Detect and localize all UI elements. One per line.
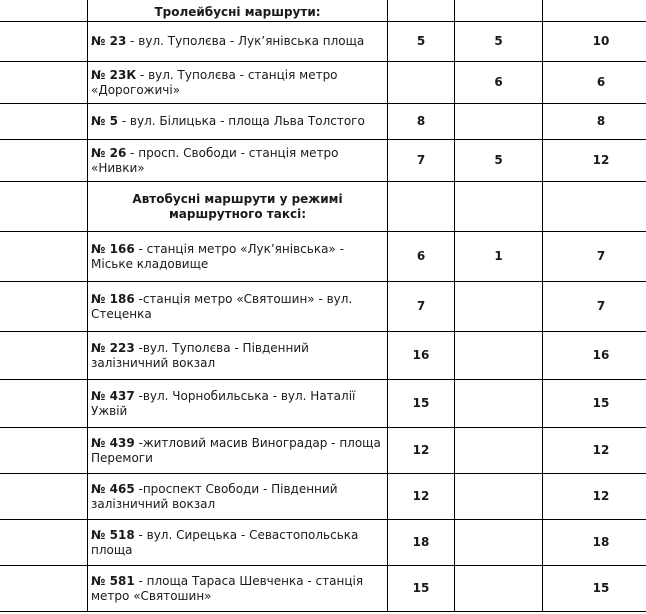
section-header-row	[0, 182, 646, 232]
route-description: - площа Тараса Шевченка - станція метро «Святошин»	[91, 573, 364, 603]
count-b	[455, 566, 543, 612]
route-cell	[88, 140, 388, 182]
count-a: 6	[388, 232, 455, 282]
count-a: 16	[388, 332, 455, 380]
blank-cell	[0, 0, 88, 22]
count-a: 7	[388, 282, 455, 332]
route-description: -вул. Туполєва - Південний залізничний вокзал	[91, 340, 309, 370]
count-total: 12	[543, 428, 646, 474]
table-row	[0, 22, 646, 62]
route-cell	[88, 282, 388, 332]
count-a: 5	[388, 22, 455, 62]
table-row	[0, 62, 646, 104]
route-cell	[88, 520, 388, 566]
blank-cell	[0, 182, 88, 232]
count-b	[455, 428, 543, 474]
route-description: - просп. Свободи - станція метро «Нивки»	[91, 145, 339, 175]
route-cell	[88, 332, 388, 380]
route-number: № 223	[91, 340, 135, 355]
table-row	[0, 140, 646, 182]
route-description: - вул. Сирецька - Севастопольська площа	[91, 527, 359, 557]
route-number: № 23К	[91, 67, 137, 82]
count-a: 15	[388, 566, 455, 612]
count-b	[455, 520, 543, 566]
blank-cell	[455, 182, 543, 232]
count-b	[455, 104, 543, 140]
route-number: № 581	[91, 573, 135, 588]
section-title: Автобусні маршрути у режимі маршрутного таксі:	[88, 182, 388, 232]
route-description: - вул. Туполєва - Лук’янівська площа	[126, 34, 365, 48]
route-number: № 26	[91, 145, 127, 160]
blank-cell	[0, 140, 88, 182]
table-row	[0, 104, 646, 140]
count-a	[388, 62, 455, 104]
blank-cell	[0, 332, 88, 380]
count-a: 7	[388, 140, 455, 182]
count-b	[455, 332, 543, 380]
route-number: № 186	[91, 291, 135, 306]
route-number: № 465	[91, 481, 135, 496]
route-description: - станція метро «Лук’янівська» - Міське кладовище	[91, 241, 344, 271]
blank-cell	[0, 474, 88, 520]
count-b	[455, 282, 543, 332]
table-row	[0, 566, 646, 612]
route-description: - вул. Білицька - площа Льва Толстого	[117, 114, 365, 128]
route-cell	[88, 474, 388, 520]
count-b: 6	[455, 62, 543, 104]
count-total: 7	[543, 282, 646, 332]
blank-cell	[0, 520, 88, 566]
table-row	[0, 520, 646, 566]
count-total: 10	[543, 22, 646, 62]
count-total: 18	[543, 520, 646, 566]
blank-cell	[0, 104, 88, 140]
route-description: - вул. Туполєва - станція метро «Дорогожичі»	[91, 67, 338, 97]
table-row	[0, 474, 646, 520]
route-cell	[88, 104, 388, 140]
count-total: 12	[543, 474, 646, 520]
route-cell	[88, 566, 388, 612]
table-row	[0, 428, 646, 474]
blank-cell	[0, 566, 88, 612]
count-b	[455, 474, 543, 520]
route-description: -житловий масив Виноградар - площа Перемоги	[91, 435, 381, 465]
table-row	[0, 282, 646, 332]
blank-cell	[455, 0, 543, 22]
count-total: 16	[543, 332, 646, 380]
blank-cell	[0, 232, 88, 282]
route-number: № 518	[91, 527, 135, 542]
blank-cell	[543, 182, 646, 232]
count-total: 8	[543, 104, 646, 140]
route-number: № 5	[91, 114, 118, 128]
blank-cell	[0, 62, 88, 104]
count-b: 1	[455, 232, 543, 282]
blank-cell	[0, 22, 88, 62]
route-number: № 437	[91, 388, 135, 403]
route-cell	[88, 428, 388, 474]
count-total: 12	[543, 140, 646, 182]
table-row	[0, 232, 646, 282]
blank-cell	[0, 428, 88, 474]
section-title: Тролейбусні маршрути:	[88, 0, 388, 22]
count-a: 18	[388, 520, 455, 566]
route-description: -станція метро «Святошин» - вул. Стеценка	[91, 291, 353, 321]
count-total: 7	[543, 232, 646, 282]
blank-cell	[543, 0, 646, 22]
count-total: 15	[543, 566, 646, 612]
count-b: 5	[455, 22, 543, 62]
blank-cell	[0, 282, 88, 332]
route-number: № 439	[91, 435, 135, 450]
route-description: -вул. Чорнобильська - вул. Наталії Ужвій	[91, 388, 356, 418]
route-number: № 23	[91, 34, 127, 48]
route-cell	[88, 380, 388, 428]
count-b: 5	[455, 140, 543, 182]
route-cell	[88, 232, 388, 282]
count-total: 6	[543, 62, 646, 104]
table-row	[0, 380, 646, 428]
count-a: 12	[388, 474, 455, 520]
route-description: -проспект Свободи - Південний залізничний вокзал	[91, 481, 338, 511]
count-total: 15	[543, 380, 646, 428]
count-b	[455, 380, 543, 428]
route-number: № 166	[91, 241, 135, 256]
route-cell	[88, 22, 388, 62]
count-a: 8	[388, 104, 455, 140]
count-a: 15	[388, 380, 455, 428]
blank-cell	[388, 0, 455, 22]
count-a: 12	[388, 428, 455, 474]
blank-cell	[388, 182, 455, 232]
blank-cell	[0, 380, 88, 428]
table-row	[0, 332, 646, 380]
route-cell	[88, 62, 388, 104]
section-header-row	[0, 0, 646, 22]
